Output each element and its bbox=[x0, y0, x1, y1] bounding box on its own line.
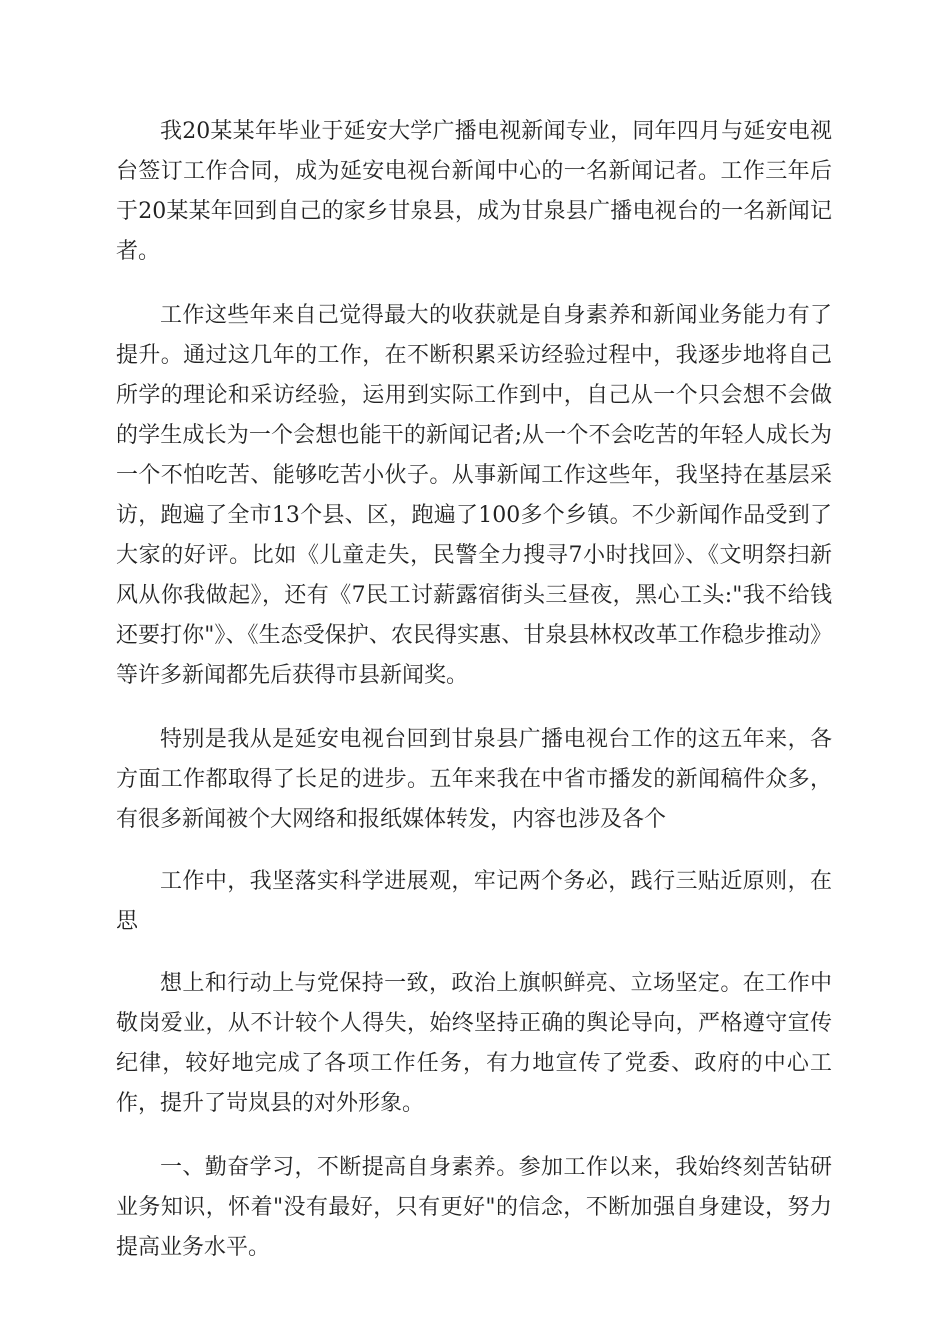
paragraph-study: 一、勤奋学习，不断提高自身素养。参加工作以来，我始终刻苦钻研业务知识，怀着"没有最好，只有更好"的信念，不断加强自身建设，努力提高业务水平。 bbox=[116, 1155, 832, 1260]
paragraph-progress: 特别是我从是延安电视台回到甘泉县广播电视台工作的这五年来，各方面工作都取得了长足的进步。五年来我在中省市播发的新闻稿件众多，有很多新闻被个大网络和报纸媒体转发，内容也涉及各个 bbox=[116, 727, 832, 832]
paragraph-principles: 工作中，我坚落实科学进展观，牢记两个务必，践行三贴近原则，在思 bbox=[116, 869, 832, 934]
paragraph-political-stance: 想上和行动上与党保持一致，政治上旗帜鲜亮、立场坚定。在工作中敬岗爱业，从不计较个人得失，始终坚持正确的舆论导向，严格遵守宣传纪律，较好地完成了各项工作任务，有力地宣传了党委、政府的中心工作，提升了岢岚县的对外形象。 bbox=[116, 971, 832, 1116]
paragraph-achievements: 工作这些年来自己觉得最大的收获就是自身素养和新闻业务能力有了提升。通过这几年的工作，在不断积累采访经验过程中，我逐步地将自己所学的理论和采访经验，运用到实际工作到中，自己从一个只会想不会做的学生成长为一个会想也能干的新闻记者;从一个不会吃苦的年轻人成长为一个不怕吃苦、能够吃苦小伙子。从事新闻工作这些年，我坚持在基层采访，跑遍了全市13个县、区，跑遍了100多个乡镇。不少新闻作品受到了大家的好评。比如《儿童走失，民警全力搜寻7小时找回》、《文明祭扫新风从你我做起》，还有《7民工讨薪露宿街头三昼夜，黑心工头:"我不给钱还要打你"》、《生态受保护、农民得实惠、甘泉县林权改革工作稳步推动》等许多新闻都先后获得市县新闻奖。 bbox=[116, 303, 832, 688]
document-body bbox=[116, 112, 832, 1268]
paragraph-education: 我20某某年毕业于延安大学广播电视新闻专业，同年四月与延安电视台签订工作合同，成为延安电视台新闻中心的一名新闻记者。工作三年后于20某某年回到自己的家乡甘泉县，成为甘泉县广播电视台的一名新闻记者。 bbox=[116, 119, 832, 264]
